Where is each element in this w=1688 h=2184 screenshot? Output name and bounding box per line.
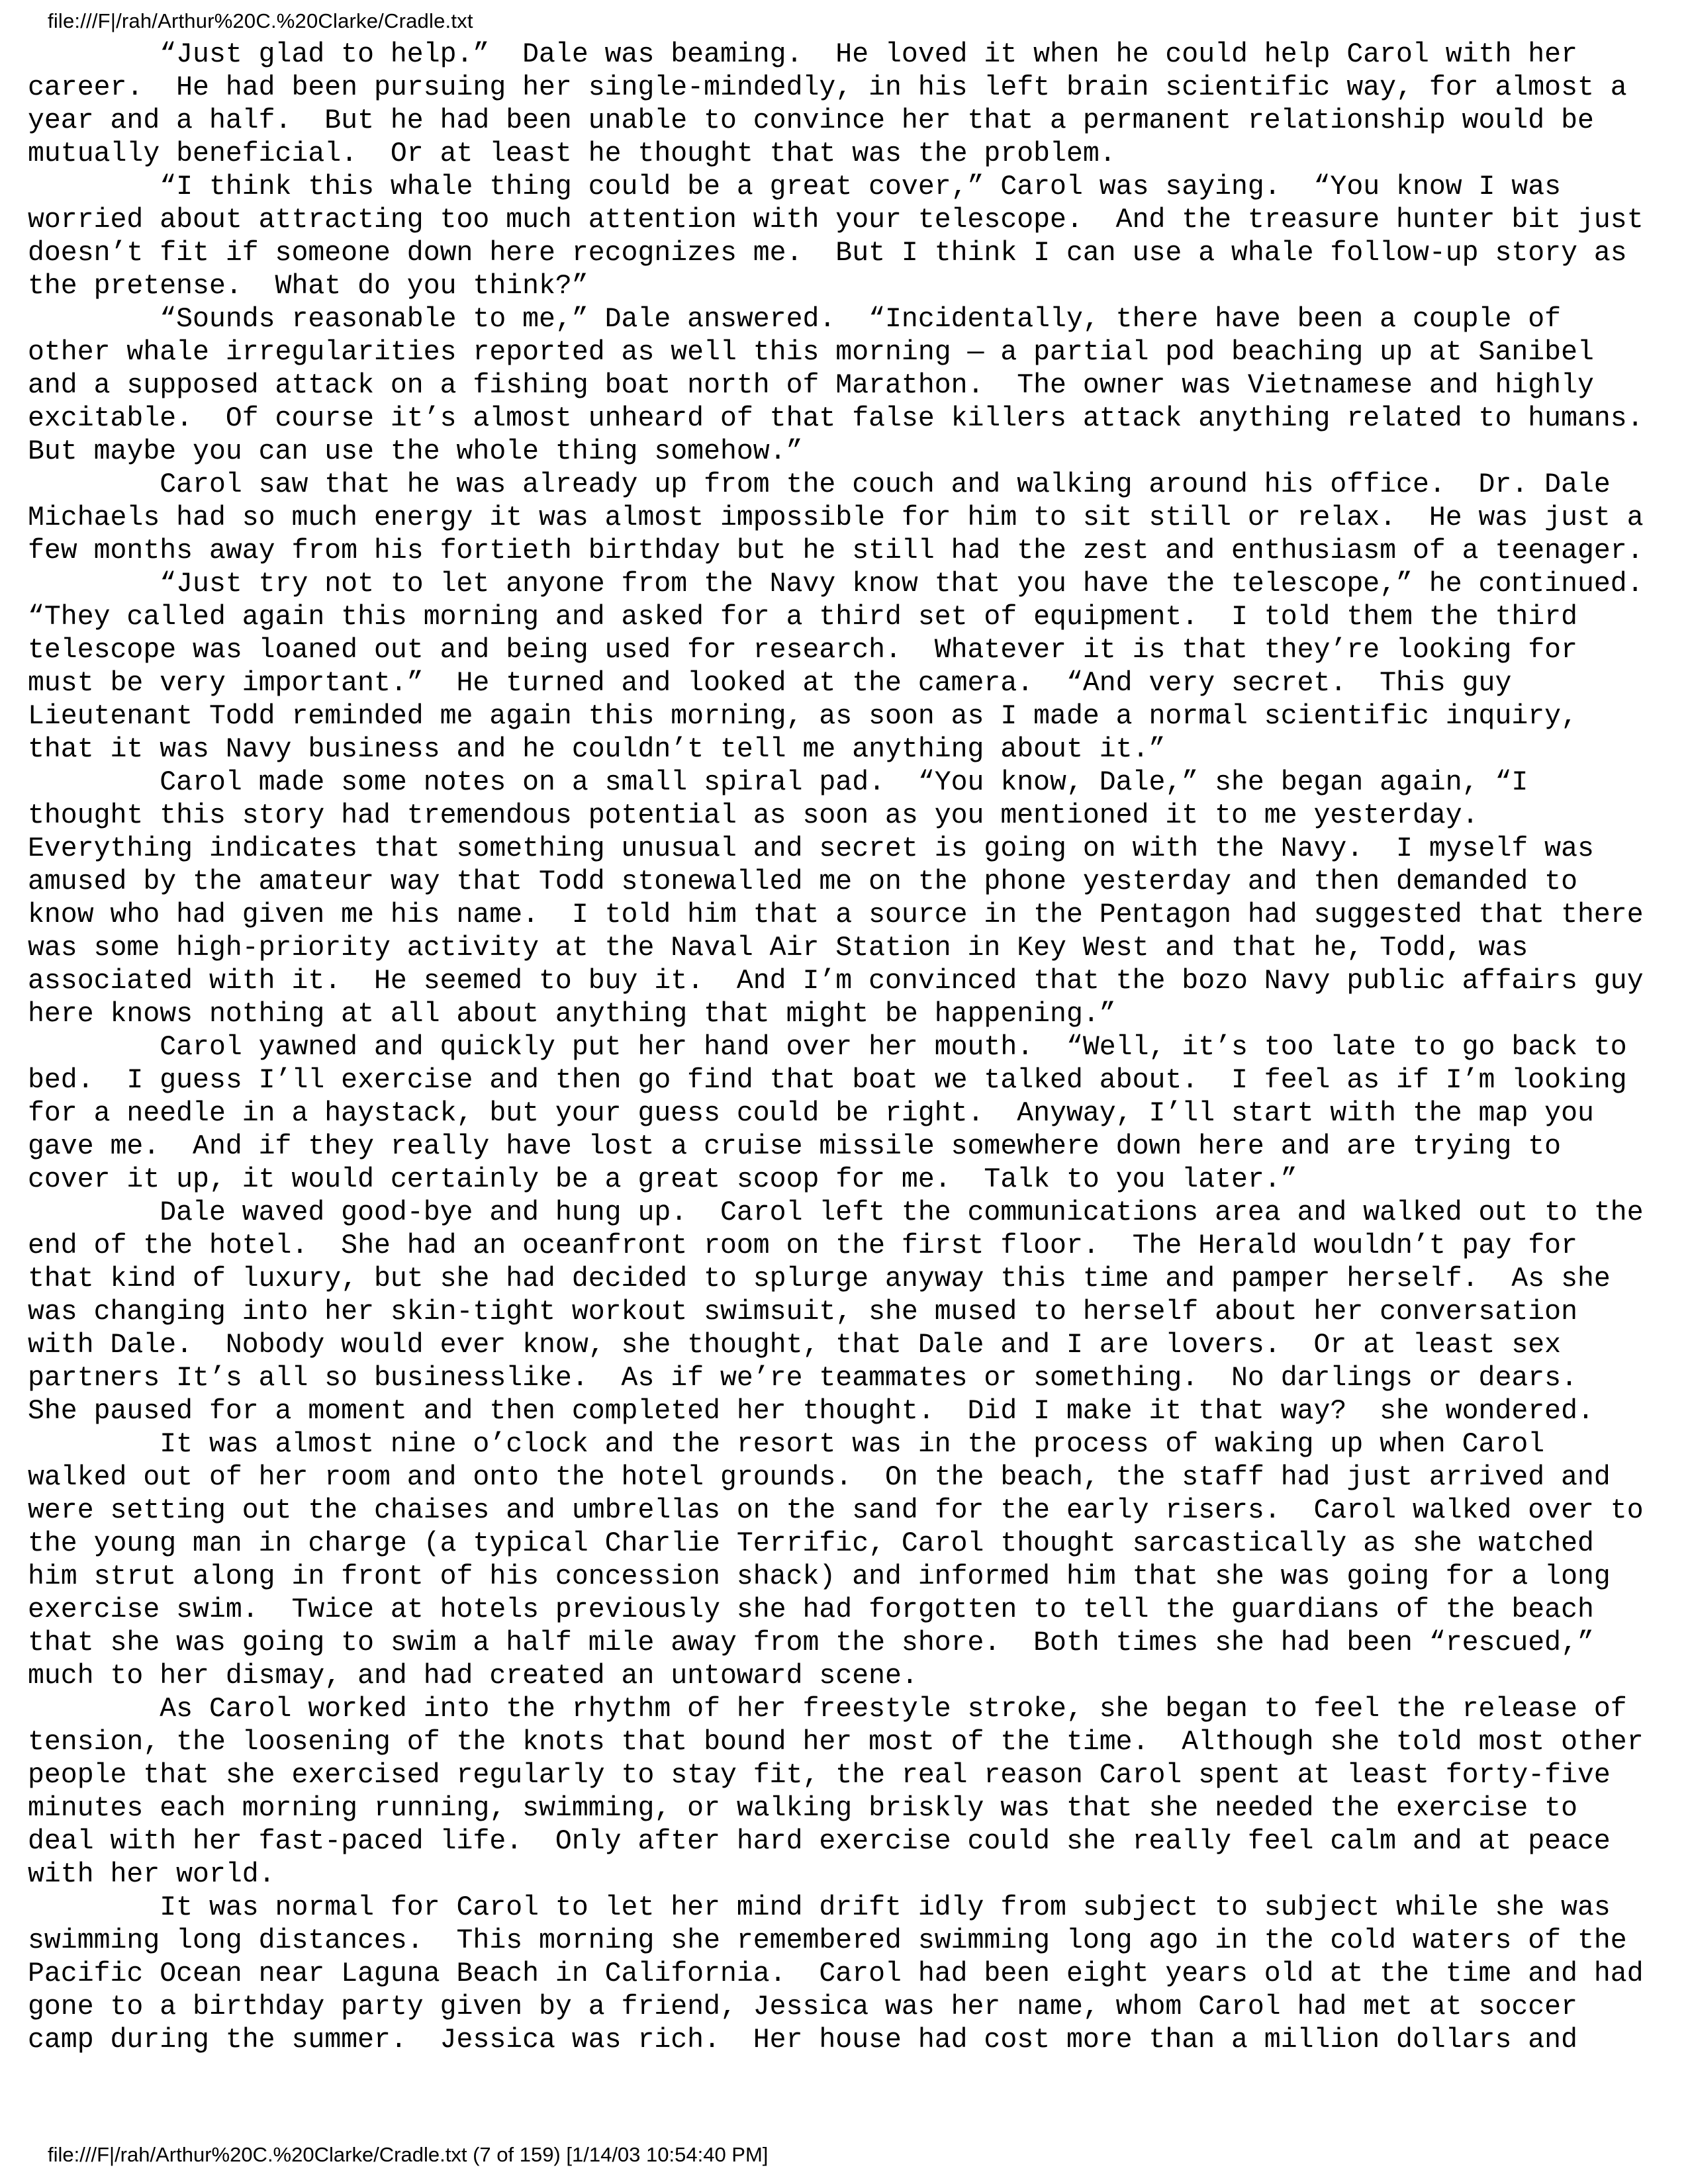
text-line: excitable. Of course it’s almost unheard of that false killers attack anything related to humans. [28,403,1644,434]
text-line: gone to a birthday party given by a friend, Jessica was her name, whom Carol had met at soccer [28,1991,1577,2023]
text-line: for a needle in a haystack, but your guess could be right. Anyway, I’ll start with the map you [28,1098,1594,1129]
text-line: It was almost nine o’clock and the resort was in the process of waking up when Carol [28,1429,1545,1460]
text-line: It was normal for Carol to let her mind drift idly from subject to subject while she was [28,1892,1611,1923]
text-line: deal with her fast-paced life. Only after hard exercise could she really feel calm and at peace [28,1826,1611,1857]
text-line: cover it up, it would certainly be a great scoop for me. Talk to you later.” [28,1164,1297,1195]
text-line: “They called again this morning and asked for a third set of equipment. I told them the third [28,602,1577,633]
text-line: Pacific Ocean near Laguna Beach in California. Carol had been eight years old at the time and had [28,1958,1644,1989]
text-line: camp during the summer. Jessica was rich. Her house had cost more than a million dollars and [28,2025,1577,2056]
text-line: amused by the amateur way that Todd stonewalled me on the phone yesterday and then demanded to [28,866,1577,897]
text-line: was changing into her skin-tight workout swimsuit, she mused to herself about her conversation [28,1297,1577,1328]
text-line: tension, the loosening of the knots that bound her most of the time. Although she told most other [28,1727,1644,1758]
text-line: end of the hotel. She had an oceanfront room on the first floor. The Herald wouldn’t pay for [28,1230,1577,1261]
text-line: “I think this whale thing could be a great cover,” Carol was saying. “You know I was [28,171,1562,203]
text-line: that she was going to swim a half mile away from the shore. Both times she had been “rescued,” [28,1627,1594,1659]
text-line: that kind of luxury, but she had decided to splurge anyway this time and pamper herself. As she [28,1263,1611,1295]
text-line: doesn’t fit if someone down here recognizes me. But I think I can use a whale follow-up story as [28,238,1627,269]
text-line: other whale irregularities reported as well this morning — a partial pod beaching up at Sanibel [28,337,1594,368]
text-line: career. He had been pursuing her single-mindedly, in his left brain scientific way, for almost a [28,72,1627,103]
text-line: Carol made some notes on a small spiral pad. “You know, Dale,” she began again, “I [28,767,1528,798]
text-line: minutes each morning running, swimming, or walking briskly was that she needed the exercise to [28,1793,1577,1824]
text-line: gave me. And if they really have lost a cruise missile somewhere down here and are trying to [28,1131,1562,1162]
text-line: Carol saw that he was already up from the couch and walking around his office. Dr. Dale [28,469,1611,500]
page-footer-file-info: file:///F|/rah/Arthur%20C.%20Clarke/Cradle.txt (7 of 159) [1/14/03 10:54:40 PM] [48,2143,769,2166]
text-line: partners It’s all so businesslike. As if we’re teammates or something. No darlings or dears. [28,1363,1577,1394]
text-line: Michaels had so much energy it was almost impossible for him to sit still or relax. He was just a [28,502,1644,533]
text-line: know who had given me his name. I told him that a source in the Pentagon had suggested that there [28,899,1644,931]
text-line: few months away from his fortieth birthday but he still had the zest and enthusiasm of a teenager. [28,535,1644,567]
page-header-file-path: file:///F|/rah/Arthur%20C.%20Clarke/Cradle.txt [48,9,473,32]
text-line: “Just glad to help.” Dale was beaming. He loved it when he could help Carol with her [28,39,1577,70]
text-line: people that she exercised regularly to stay fit, the real reason Carol spent at least forty-five [28,1760,1611,1791]
text-line: him strut along in front of his concession shack) and informed him that she was going for a long [28,1561,1611,1592]
text-line: was some high-priority activity at the Naval Air Station in Key West and that he, Todd, was [28,933,1528,964]
text-line: As Carol worked into the rhythm of her freestyle stroke, she began to feel the release of [28,1694,1627,1725]
text-line: “Sounds reasonable to me,” Dale answered. “Incidentally, there have been a couple of [28,304,1562,335]
text-line: But maybe you can use the whole thing somehow.” [28,436,803,467]
text-line: “Just try not to let anyone from the Navy know that you have the telescope,” he continued. [28,569,1644,600]
text-line: Carol yawned and quickly put her hand over her mouth. “Well, it’s too late to go back to [28,1032,1627,1063]
text-line: the pretense. What do you think?” [28,271,588,302]
text-line: the young man in charge (a typical Charlie Terrific, Carol thought sarcastically as she watched [28,1528,1594,1559]
text-line: Everything indicates that something unusual and secret is going on with the Navy. I myself was [28,833,1594,864]
text-line: bed. I guess I’ll exercise and then go find that boat we talked about. I feel as if I’m looking [28,1065,1627,1096]
text-line: must be very important.” He turned and looked at the camera. “And very secret. This guy [28,668,1512,699]
text-line: thought this story had tremendous potential as soon as you mentioned it to me yesterday. [28,800,1479,831]
text-line: with Dale. Nobody would ever know, she thought, that Dale and I are lovers. Or at least sex [28,1330,1562,1361]
text-line: that it was Navy business and he couldn’t tell me anything about it.” [28,734,1166,765]
text-line: associated with it. He seemed to buy it. And I’m convinced that the bozo Navy public affairs guy [28,966,1644,997]
text-line: much to her dismay, and had created an untoward scene. [28,1661,918,1692]
text-line: Lieutenant Todd reminded me again this morning, as soon as I made a normal scientific inquiry, [28,701,1577,732]
text-line: She paused for a moment and then completed her thought. Did I make it that way? she wondered. [28,1396,1594,1427]
text-line: exercise swim. Twice at hotels previously she had forgotten to tell the guardians of the beach [28,1594,1594,1625]
document-body [28,38,1669,2057]
text-line: walked out of her room and onto the hotel grounds. On the beach, the staff had just arrived and [28,1462,1611,1493]
text-line: were setting out the chaises and umbrellas on the sand for the early risers. Carol walked over to [28,1495,1644,1526]
text-line: here knows nothing at all about anything that might be happening.” [28,999,1116,1030]
text-line: telescope was loaned out and being used for research. Whatever it is that they’re looking for [28,635,1577,666]
text-line: year and a half. But he had been unable to convince her that a permanent relationship would be [28,105,1594,136]
text-line: Dale waved good-bye and hung up. Carol left the communications area and walked out to the [28,1197,1644,1228]
text-line: and a supposed attack on a fishing boat north of Marathon. The owner was Vietnamese and highly [28,370,1594,401]
text-line: mutually beneficial. Or at least he thought that was the problem. [28,138,1116,169]
text-line: swimming long distances. This morning she remembered swimming long ago in the cold waters of the [28,1925,1627,1956]
text-line: worried about attracting too much attention with your telescope. And the treasure hunter bit just [28,205,1644,236]
text-line: with her world. [28,1859,275,1890]
